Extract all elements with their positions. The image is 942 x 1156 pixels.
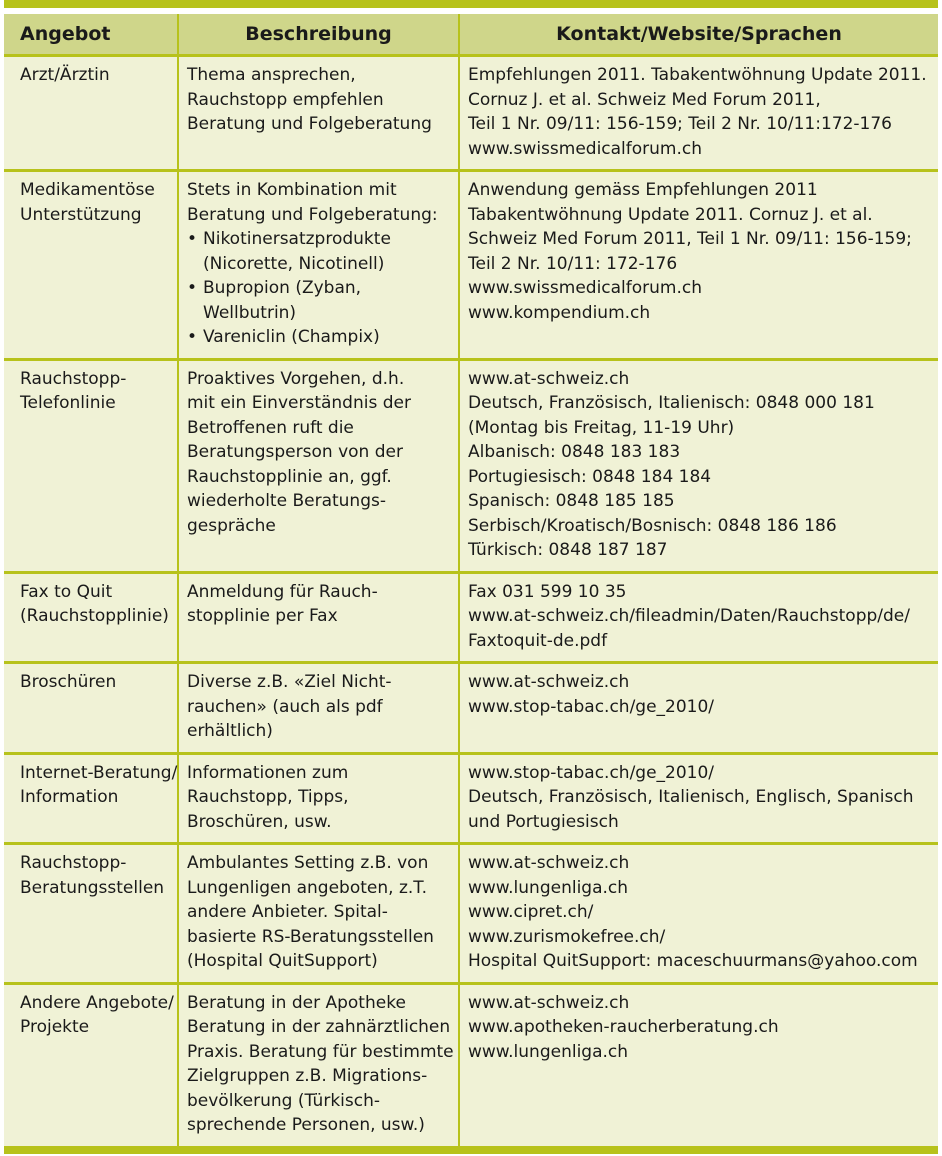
bullet-item: [187, 227, 450, 252]
bullet-item: [187, 276, 450, 301]
cell-kontakt: [459, 359, 938, 572]
beschreibung-text: Ambulantes Setting z.B. von: [187, 853, 429, 873]
angebot-text: Rauchstopp-: [20, 368, 127, 389]
beschreibung-text: Stets in Kombination mit: [187, 180, 397, 200]
angebot-text: Broschüren: [20, 672, 117, 692]
kontakt-text: www.stop-tabac.ch/ge_2010/: [468, 696, 715, 717]
offers-table: [4, 14, 938, 1149]
cell-angebot: [4, 983, 178, 1147]
bullet-item: [187, 252, 450, 277]
cell-beschreibung: [178, 844, 459, 984]
table-row: [4, 844, 938, 984]
beschreibung-text: (Hospital QuitSupport): [187, 951, 378, 971]
angebot-text: Beratungsstellen: [20, 877, 165, 898]
cell-beschreibung: [178, 753, 459, 844]
kontakt-text: www.lungenliga.ch: [468, 877, 629, 898]
cell-kontakt: [459, 663, 938, 754]
kontakt-text: Türkisch: 0848 187 187: [468, 540, 668, 560]
bullet-icon: •: [187, 229, 198, 249]
table-row: [4, 572, 938, 663]
kontakt-text: (Montag bis Freitag, 11-19 Uhr): [468, 417, 735, 438]
angebot-text: Projekte: [20, 1017, 90, 1037]
kontakt-text: www.zurismokefree.ch/: [468, 926, 666, 947]
table-row: [4, 171, 938, 360]
kontakt-text: www.swissmedicalforum.ch: [468, 138, 703, 159]
beschreibung-text: Thema ansprechen,: [187, 65, 356, 85]
beschreibung-text: Diverse z.B. «Ziel Nicht-: [187, 672, 392, 692]
kontakt-text: www.at-schweiz.ch: [468, 368, 630, 389]
cell-kontakt: [459, 983, 938, 1147]
cell-beschreibung: [178, 983, 459, 1147]
angebot-text: Rauchstopp-: [20, 853, 127, 873]
kontakt-text: www.at-schweiz.ch: [468, 992, 630, 1013]
angebot-text: Information: [20, 787, 119, 807]
bullet-text: Nikotinersatzprodukte: [203, 229, 391, 249]
angebot-text: Unterstützung: [20, 204, 142, 225]
beschreibung-text: Zielgruppen z.B. Migrations-: [187, 1066, 428, 1086]
angebot-text: Andere Angebote/: [20, 992, 174, 1013]
kontakt-text: www.apotheken-raucherberatung.ch: [468, 1017, 779, 1037]
kontakt-text: www.at-schweiz.ch/fileadmin/Daten/Rauchstopp/de/: [468, 606, 910, 626]
angebot-text: Arzt/Ärztin: [20, 65, 110, 85]
beschreibung-text: rauchen» (auch als pdf: [187, 696, 383, 717]
cell-angebot: [4, 753, 178, 844]
cell-angebot: [4, 171, 178, 360]
kontakt-text: Deutsch, Französisch, Italienisch: 0848 000 181: [468, 393, 875, 413]
kontakt-text: Empfehlungen 2011. Tabakentwöhnung Update 2011.: [468, 65, 927, 85]
beschreibung-text: Proaktives Vorgehen, d.h.: [187, 368, 405, 389]
kontakt-text: Spanisch: 0848 185 185: [468, 491, 675, 511]
beschreibung-text: Beratung in der zahnärztlichen: [187, 1017, 451, 1037]
cell-angebot: [4, 56, 178, 171]
cell-kontakt: [459, 844, 938, 984]
kontakt-text: Fax 031 599 10 35: [468, 581, 627, 602]
angebot-text: Telefonlinie: [20, 393, 116, 413]
cell-angebot: [4, 572, 178, 663]
angebot-text: Internet-Beratung/: [20, 762, 178, 783]
bullet-icon: •: [187, 278, 198, 298]
cell-kontakt: [459, 171, 938, 360]
cell-angebot: [4, 844, 178, 984]
beschreibung-text: Beratungsperson von der: [187, 442, 403, 462]
kontakt-text: Faxtoquit-de.pdf: [468, 630, 608, 651]
beschreibung-text: erhältlich): [187, 721, 273, 741]
bullet-item: [187, 325, 450, 350]
beschreibung-text: wiederholte Beratungs-: [187, 491, 386, 511]
table-row: [4, 753, 938, 844]
bottom-rule: [4, 1146, 938, 1154]
document-page: [4, 0, 938, 1156]
beschreibung-text: bevölkerung (Türkisch-: [187, 1090, 380, 1111]
beschreibung-text: basierte RS-Beratungsstellen: [187, 926, 434, 947]
cell-beschreibung: [178, 663, 459, 754]
kontakt-text: Albanisch: 0848 183 183: [468, 442, 681, 462]
cell-kontakt: [459, 753, 938, 844]
beschreibung-text: Beratung und Folgeberatung: [187, 114, 432, 134]
beschreibung-text: Informationen zum: [187, 762, 349, 783]
bullet-item: [187, 301, 450, 326]
header-kontakt: Kontakt/Website/Sprachen: [459, 14, 938, 56]
kontakt-text: www.at-schweiz.ch: [468, 853, 630, 873]
beschreibung-text: gespräche: [187, 515, 276, 536]
kontakt-text: www.kompendium.ch: [468, 302, 651, 323]
cell-beschreibung: [178, 56, 459, 171]
beschreibung-text: Anmeldung für Rauch-: [187, 581, 378, 602]
angebot-text: Medikamentöse: [20, 180, 155, 200]
beschreibung-text: Rauchstopp empfehlen: [187, 89, 384, 110]
beschreibung-text: stopplinie per Fax: [187, 606, 338, 626]
cell-kontakt: [459, 56, 938, 171]
kontakt-text: Teil 1 Nr. 09/11: 156-159; Teil 2 Nr. 10/11:172-176: [468, 114, 892, 134]
kontakt-text: Portugiesisch: 0848 184 184: [468, 466, 712, 487]
cell-beschreibung: [178, 572, 459, 663]
cell-beschreibung: [178, 171, 459, 360]
table-row: [4, 359, 938, 572]
header-row: [4, 14, 938, 56]
kontakt-text: Tabakentwöhnung Update 2011. Cornuz J. et al.: [468, 204, 873, 225]
kontakt-text: Cornuz J. et al. Schweiz Med Forum 2011,: [468, 89, 821, 110]
top-rule: [4, 0, 938, 8]
angebot-text: (Rauchstopplinie): [20, 606, 169, 626]
table-row: [4, 983, 938, 1147]
beschreibung-text: Praxis. Beratung für bestimmte: [187, 1041, 454, 1062]
kontakt-text: www.swissmedicalforum.ch: [468, 278, 703, 298]
cell-beschreibung: [178, 359, 459, 572]
cell-angebot: [4, 359, 178, 572]
kontakt-text: Deutsch, Französisch, Italienisch, Englisch, Spanisch: [468, 787, 914, 807]
beschreibung-text: mit ein Einverständnis der: [187, 393, 411, 413]
kontakt-text: www.lungenliga.ch: [468, 1041, 629, 1062]
bullet-icon: •: [187, 327, 198, 347]
kontakt-text: www.stop-tabac.ch/ge_2010/: [468, 762, 715, 783]
beschreibung-text: Rauchstopp, Tipps,: [187, 787, 349, 807]
kontakt-text: Schweiz Med Forum 2011, Teil 1 Nr. 09/11: 156-159;: [468, 229, 912, 249]
beschreibung-text: Beratung und Folgeberatung:: [187, 204, 438, 225]
bullet-text: Bupropion (Zyban,: [203, 278, 362, 298]
bullet-text: Vareniclin (Champix): [203, 327, 380, 347]
beschreibung-text: Broschüren, usw.: [187, 811, 332, 832]
cell-angebot: [4, 663, 178, 754]
kontakt-text: Teil 2 Nr. 10/11: 172-176: [468, 253, 678, 274]
angebot-text: Fax to Quit: [20, 581, 113, 602]
kontakt-text: Anwendung gemäss Empfehlungen 2011: [468, 180, 818, 200]
kontakt-text: www.at-schweiz.ch: [468, 672, 630, 692]
kontakt-text: Hospital QuitSupport: maceschuurmans@yahoo.com: [468, 951, 918, 971]
table-row: [4, 663, 938, 754]
header-beschreibung: Beschreibung: [178, 14, 459, 56]
beschreibung-text: Lungenligen angeboten, z.T.: [187, 877, 428, 898]
bullet-text: Wellbutrin): [203, 302, 297, 323]
beschreibung-text: Beratung in der Apotheke: [187, 992, 406, 1013]
kontakt-text: Serbisch/Kroatisch/Bosnisch: 0848 186 186: [468, 515, 837, 536]
beschreibung-text: andere Anbieter. Spital-: [187, 902, 388, 922]
header-angebot: Angebot: [4, 14, 178, 56]
table-row: [4, 56, 938, 171]
cell-kontakt: [459, 572, 938, 663]
bullet-text: (Nicorette, Nicotinell): [203, 253, 385, 274]
beschreibung-text: sprechende Personen, usw.): [187, 1115, 425, 1135]
beschreibung-text: Rauchstopplinie an, ggf.: [187, 466, 392, 487]
kontakt-text: www.cipret.ch/: [468, 902, 594, 922]
beschreibung-text: Betroffenen ruft die: [187, 417, 354, 438]
kontakt-text: und Portugiesisch: [468, 811, 619, 832]
